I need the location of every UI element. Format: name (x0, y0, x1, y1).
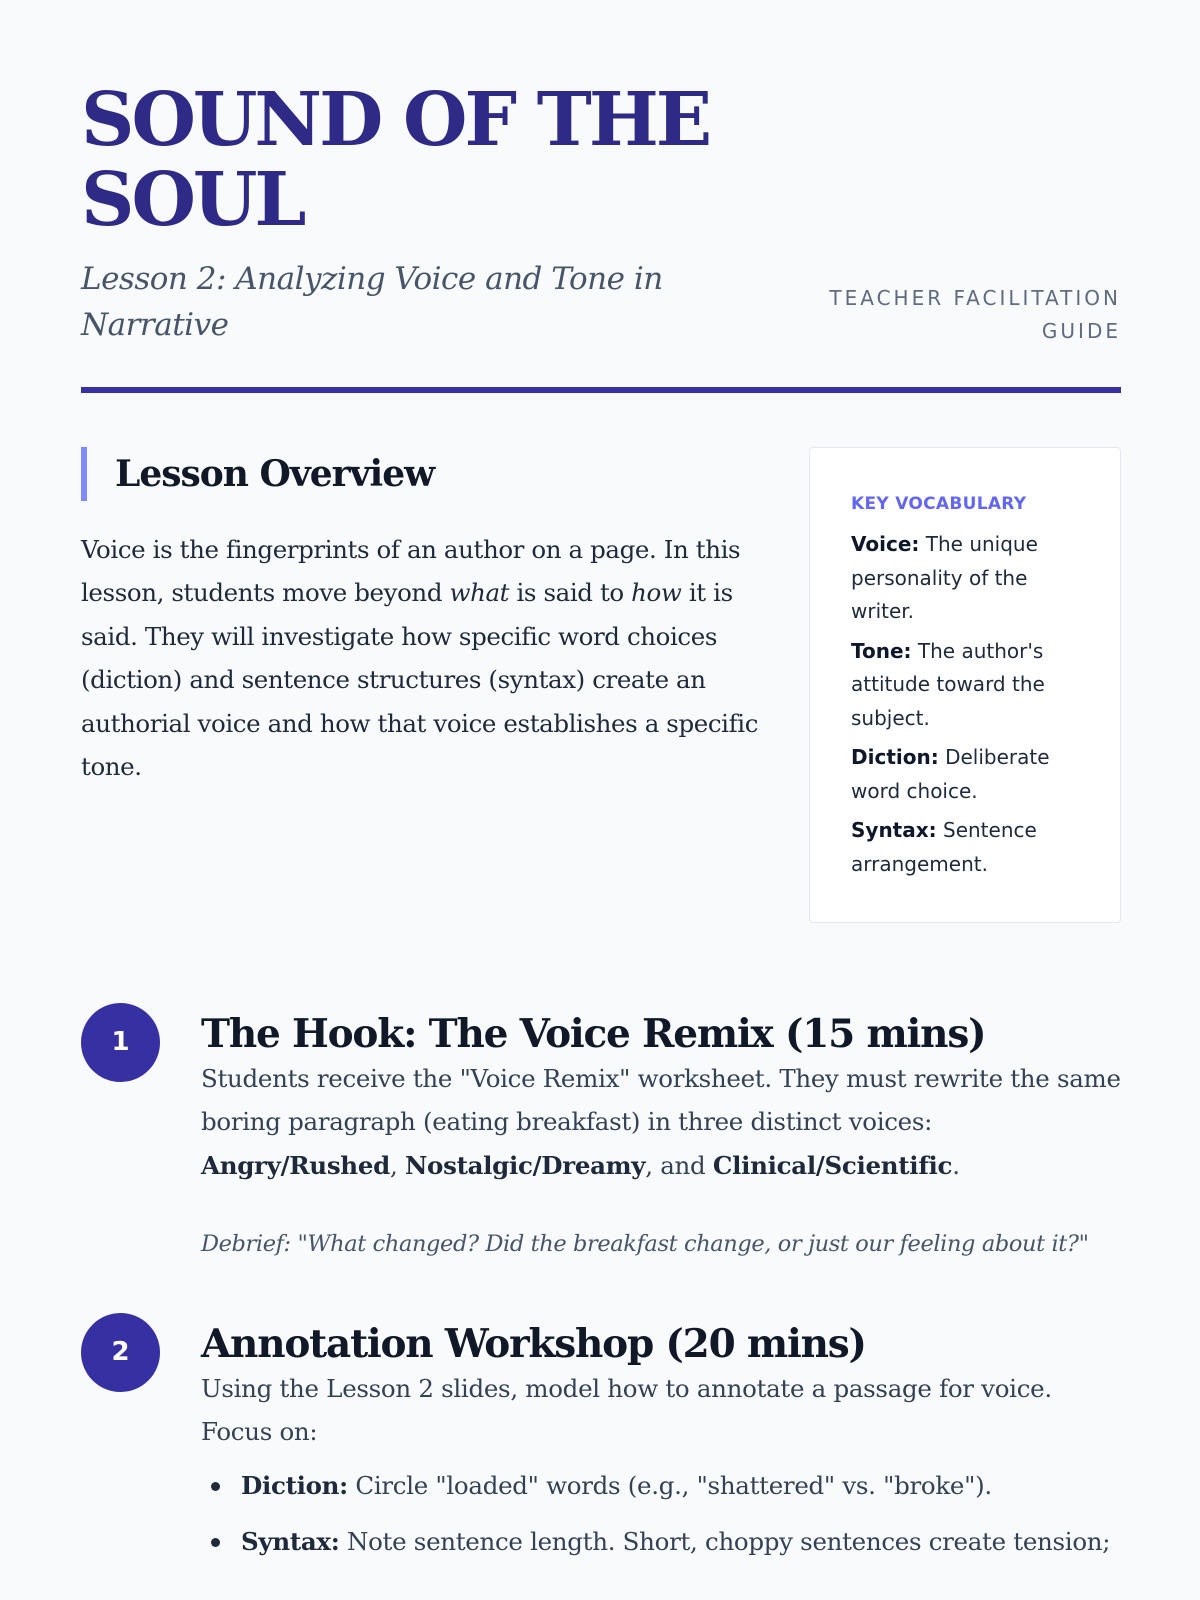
bullet-icon (211, 1538, 220, 1547)
overview-text-part: is said to (509, 578, 632, 608)
list-item (201, 1464, 1121, 1507)
header-divider (81, 387, 1121, 393)
step-text: Students receive the "Voice Remix" worksheet. They must rewrite the same boring paragraph (eating breakfast) in three distinct voices: (201, 1064, 1121, 1137)
overview-text-part: it is said. They will investigate how specific word choices (diction) and sentence structures (syntax) create an authorial voice and how that voice establishes a specific tone. (81, 578, 759, 782)
step-title: The Hook: The Voice Remix (15 mins) (201, 1011, 986, 1057)
step-number-badge: 1 (81, 1003, 160, 1082)
voice-option-clinical: Clinical/Scientific (712, 1150, 953, 1180)
vocab-term: Tone: (851, 638, 912, 663)
overview-paragraph (81, 528, 761, 788)
focus-term: Diction: (241, 1471, 348, 1500)
step-number-badge: 2 (81, 1313, 160, 1392)
vocab-term: Voice: (851, 532, 920, 556)
key-vocabulary-card (809, 447, 1121, 923)
step-description (201, 1057, 1121, 1187)
overview-heading: Lesson Overview (81, 447, 741, 501)
debrief-note: Debrief: "What changed? Did the breakfast change, or just our feeling about it?" (201, 1231, 1089, 1257)
focus-text: Note sentence length. Short, choppy sentences create tension; (339, 1527, 1111, 1557)
step-text: , (389, 1150, 405, 1180)
overview-emphasis-how: how (631, 578, 682, 608)
step-description: Using the Lesson 2 slides, model how to annotate a passage for voice. Focus on: (201, 1374, 1052, 1447)
step-text: . (952, 1150, 960, 1180)
voice-option-nostalgic: Nostalgic/Dreamy (404, 1150, 646, 1180)
vocab-definition: Deliberate word choice. (851, 745, 1050, 803)
focus-list (201, 1464, 1121, 1577)
list-item (201, 1520, 1121, 1563)
guide-label: TEACHER FACILITATION GUIDE (829, 286, 1121, 343)
vocab-definition: Sentence arrangement. (851, 818, 1037, 876)
vocab-term: Diction: (851, 745, 939, 769)
focus-term: Syntax: (241, 1527, 340, 1557)
step-text: , and (645, 1150, 713, 1180)
page-title: SOUND OF THE SOUL (81, 77, 710, 243)
vocab-item-tone (851, 635, 1084, 736)
bullet-icon (211, 1482, 220, 1491)
vocab-item-voice (851, 528, 1084, 629)
vocab-term: Syntax: (851, 818, 937, 842)
overview-text-part: Voice is the fingerprints of an author on a page. In this lesson, students move beyond (81, 535, 741, 608)
overview-emphasis-what: what (449, 578, 510, 608)
focus-text: Circle "loaded" words (e.g., "shattered" vs. "broke"). (347, 1471, 992, 1500)
vocabulary-title: KEY VOCABULARY (851, 494, 1027, 514)
vocab-definition: The unique personality of the writer. (851, 532, 1038, 623)
vocab-item-diction (851, 741, 1084, 808)
lesson-subtitle: Lesson 2: Analyzing Voice and Tone in Narrative (81, 261, 663, 343)
voice-option-angry: Angry/Rushed (201, 1150, 390, 1180)
vocab-item-syntax (851, 814, 1084, 881)
step-title: Annotation Workshop (20 mins) (201, 1321, 866, 1367)
vocab-definition: The author's attitude toward the subject. (851, 638, 1045, 730)
